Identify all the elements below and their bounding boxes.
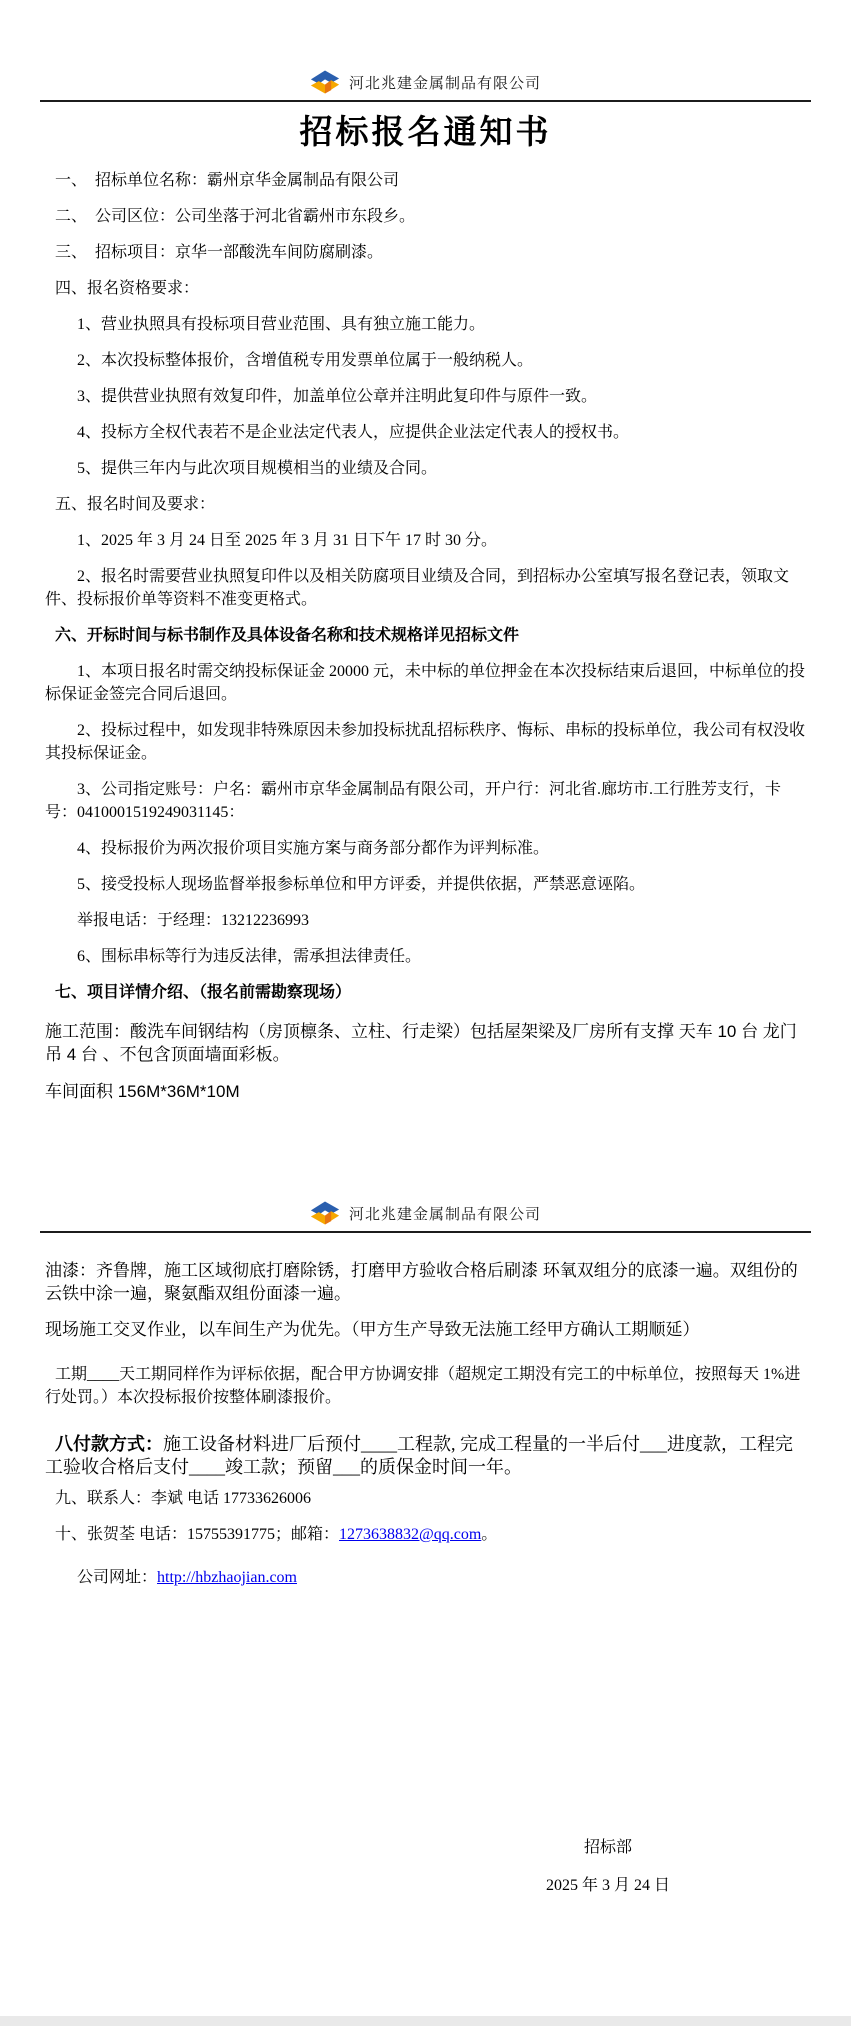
- page-header-second: [0, 1199, 851, 1227]
- contact-text-end: 。: [481, 1526, 498, 1543]
- bidding-item: 1、本项日报名时需交纳投标保证金 20000 元，未中标的单位押金在本次投标结束后退回，中标单位的投标保证金签完合同后退回。: [45, 663, 806, 703]
- page-title: 招标报名通知书: [299, 115, 552, 151]
- bidding-item: 5、接受投标人现场监督举报参标单位和甲方评委，并提供依据，严禁恶意诬陷。: [77, 876, 646, 893]
- page-header: [0, 0, 851, 96]
- company-name: 河北兆建金属制品有限公司: [348, 75, 541, 92]
- item-bid-project: 三、 招标项目：京华一部酸洗车间防腐刷漆。: [55, 244, 384, 261]
- site-work-note: 现场施工交叉作业，以车间生产为优先。（甲方生产导致无法施工经甲方确认工期顺延）: [45, 1320, 700, 1339]
- qualification-item: 3、提供营业执照有效复印件，加盖单位公章并注明此复印件与原件一致。: [77, 388, 598, 405]
- schedule-item: 1、2025 年 3 月 24 日至 2025 年 3 月 31 日下午 17 时 30 分。: [77, 532, 498, 549]
- qualification-item: 4、投标方全权代表若不是企业法定代表人，应提供企业法定代表人的授权书。: [77, 424, 630, 441]
- website-line: [45, 1566, 806, 1589]
- heading-qualification: 四、报名资格要求：: [55, 280, 200, 297]
- contact-text: 十、张贺荃 电话：15755391775；邮箱：: [55, 1526, 340, 1543]
- item-bid-unit: 一、 招标单位名称：霸州京华金属制品有限公司: [55, 172, 400, 189]
- item-company-location: 二、 公司区位：公司坐落于河北省霸州市东段乡。: [55, 208, 416, 225]
- website-label: 公司网址：: [77, 1569, 158, 1586]
- signature-date: 2025 年 3 月 24 日: [545, 1877, 670, 1894]
- heading-bid-opening: 六、开标时间与标书制作及具体设备名称和技术规格详见招标文件: [55, 627, 520, 644]
- schedule-item: 2、报名时需要营业执照复印件以及相关防腐项目业绩及合同，到招标办公室填写报名登记表，领取文件、投标报价单等资料不准变更格式。: [45, 568, 790, 608]
- heading-schedule: 五、报名时间及要求：: [55, 496, 216, 513]
- company-logo-icon: [310, 68, 340, 96]
- company-logo-icon: [310, 1199, 340, 1227]
- header-divider: [40, 100, 811, 102]
- bidding-item: 3、公司指定账号：户名：霸州市京华金属制品有限公司，开户行：河北省.廊坊市.工行胜芳支行，卡号：0410001519249031145：: [45, 781, 782, 821]
- signature-department: 招标部: [583, 1839, 632, 1856]
- notice-body-second: [45, 1259, 806, 1589]
- contact-li-bin: 九、联系人：李斌 电话 17733626006: [55, 1490, 312, 1507]
- company-name: 河北兆建金属制品有限公司: [348, 1206, 541, 1223]
- report-phone-line: 举报电话：于经理：13212236993: [77, 912, 310, 929]
- page-bottom-edge: [0, 2016, 851, 2026]
- payment-label: 八付款方式：: [55, 1434, 163, 1454]
- email-link[interactable]: 1273638832@qq.com: [339, 1526, 482, 1543]
- workshop-area: 车间面积 156M*36M*10M: [45, 1082, 240, 1101]
- signature-block: [365, 1836, 851, 1912]
- header-divider: [40, 1231, 811, 1233]
- contact-zhang-hequan: [45, 1523, 806, 1546]
- payment-clause: [45, 1433, 806, 1479]
- bidding-item: 4、投标报价为两次报价项目实施方案与商务部分都作为评判标准。: [77, 840, 550, 857]
- duration-clause: 工期____天工期同样作为评标依据，配合甲方协调安排（超规定工期没有完工的中标单位，按照每天 1%进行处罚。）本次投标报价按整体刷漆报价。: [45, 1366, 801, 1406]
- bidding-item: 2、投标过程中，如发现非特殊原因未参加投标扰乱招标秩序、悔标、串标的投标单位，我公司有权没收其投标保证金。: [45, 722, 806, 762]
- construction-scope: 施工范围：酸洗车间钢结构（房顶檩条、立柱、行走梁）包括屋架梁及厂房所有支撑 天车 10 台 龙门吊 4 台 、不包含顶面墙面彩板。: [45, 1022, 797, 1064]
- bidding-item: 6、围标串标等行为违反法律，需承担法律责任。: [77, 948, 422, 965]
- paint-spec: 油漆：齐鲁牌，施工区域彻底打磨除锈，打磨甲方验收合格后刷漆 环氧双组分的底漆一遍。双组份的云铁中涂一遍，聚氨酯双组份面漆一遍。: [45, 1261, 798, 1303]
- heading-project-detail: 七、项目详情介绍、（报名前需勘察现场）: [55, 984, 352, 1001]
- notice-body: [45, 169, 806, 1103]
- website-link[interactable]: http://hbzhaojian.com: [157, 1569, 297, 1586]
- qualification-item: 2、本次投标整体报价，含增值税专用发票单位属于一般纳税人。: [77, 352, 534, 369]
- qualification-item: 5、提供三年内与此次项目规模相当的业绩及合同。: [77, 460, 438, 477]
- payment-text: 施工设备材料进厂后预付____工程款, 完成工程量的一半后付___进度款，工程完工验收合格后支付____竣工款；预留___的质保金时间一年。: [45, 1434, 793, 1477]
- qualification-item: 1、营业执照具有投标项目营业范围、具有独立施工能力。: [77, 316, 486, 333]
